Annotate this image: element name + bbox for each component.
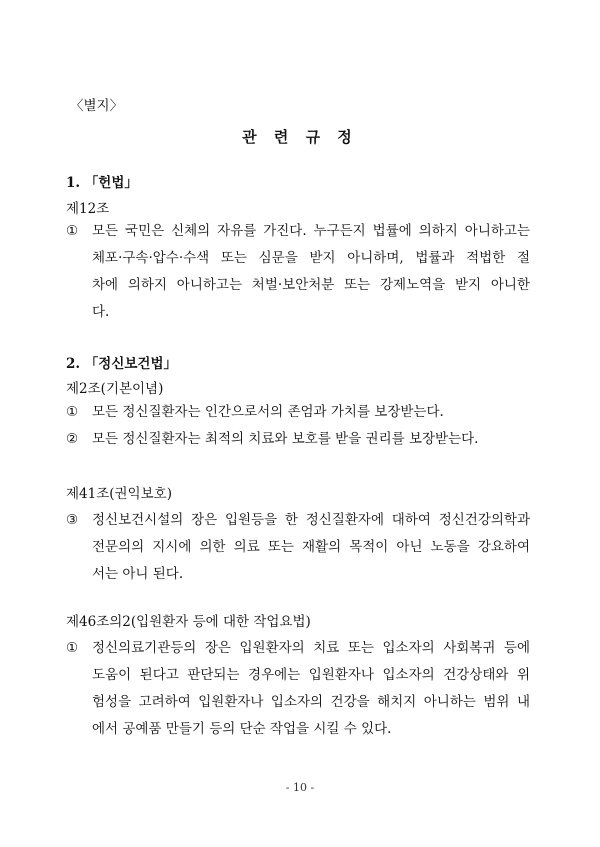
- paragraph-line: 다.: [92, 304, 110, 320]
- paragraph-line: 모든 정신질환자는 최적의 치료와 보호를 받을 권리를 보장받는다.: [92, 431, 479, 447]
- paragraph-marker: ①: [66, 640, 79, 656]
- paragraph-line: 모든 정신질환자는 인간으로서의 존엄과 가치를 보장받는다.: [92, 404, 444, 420]
- section-2-heading: 2. 「정신보건법」: [66, 356, 177, 372]
- paragraph-line: 서는 아니 된다.: [92, 566, 184, 582]
- section-1-heading: 1. 「헌법」: [66, 175, 138, 191]
- paragraph-line: 체포·구속·압수·수색 또는 심문을 받지 아니하며, 법률과 적법한 절: [92, 250, 530, 266]
- paragraph-line: 정신의료기관등의 장은 입원환자의 치료 또는 입소자의 사회복귀 등에: [92, 640, 530, 656]
- section-2-article-a: 제2조(기본이념): [66, 381, 164, 397]
- paragraph-marker: ①: [66, 404, 79, 420]
- paragraph-line: 차에 의하지 아니하고는 처벌·보안처분 또는 강제노역을 받지 아니한: [92, 277, 530, 293]
- section-1-article: 제12조: [66, 201, 110, 217]
- attachment-label: 〈별지〉: [70, 98, 124, 114]
- paragraph-marker: ③: [66, 512, 79, 528]
- section-2-article-c: 제46조의2(입원환자 등에 대한 작업요법): [66, 614, 311, 630]
- paragraph-line: 에서 공예품 만들기 등의 단순 작업을 시킬 수 있다.: [92, 721, 392, 737]
- page-title: 관 련 규 정: [242, 128, 358, 146]
- paragraph-line: 정신보건시설의 장은 입원등을 한 정신질환자에 대하여 정신건강의학과: [92, 512, 530, 528]
- paragraph-line: 도움이 된다고 판단되는 경우에는 입원환자나 입소자의 건강상태와 위: [92, 667, 530, 683]
- section-2-article-b: 제41조(권익보호): [66, 486, 172, 502]
- paragraph-line: 전문의의 지시에 의한 의료 또는 재활의 목적이 아닌 노동을 강요하여: [92, 539, 530, 555]
- paragraph-marker: ①: [66, 223, 79, 239]
- paragraph-line: 모든 국민은 신체의 자유를 가진다. 누구든지 법률에 의하지 아니하고는: [92, 223, 530, 239]
- page-number: - 10 -: [285, 781, 315, 794]
- paragraph-line: 험성을 고려하여 입원환자나 입소자의 건강을 해치지 아니하는 범위 내: [92, 694, 530, 710]
- paragraph-marker: ②: [66, 431, 79, 447]
